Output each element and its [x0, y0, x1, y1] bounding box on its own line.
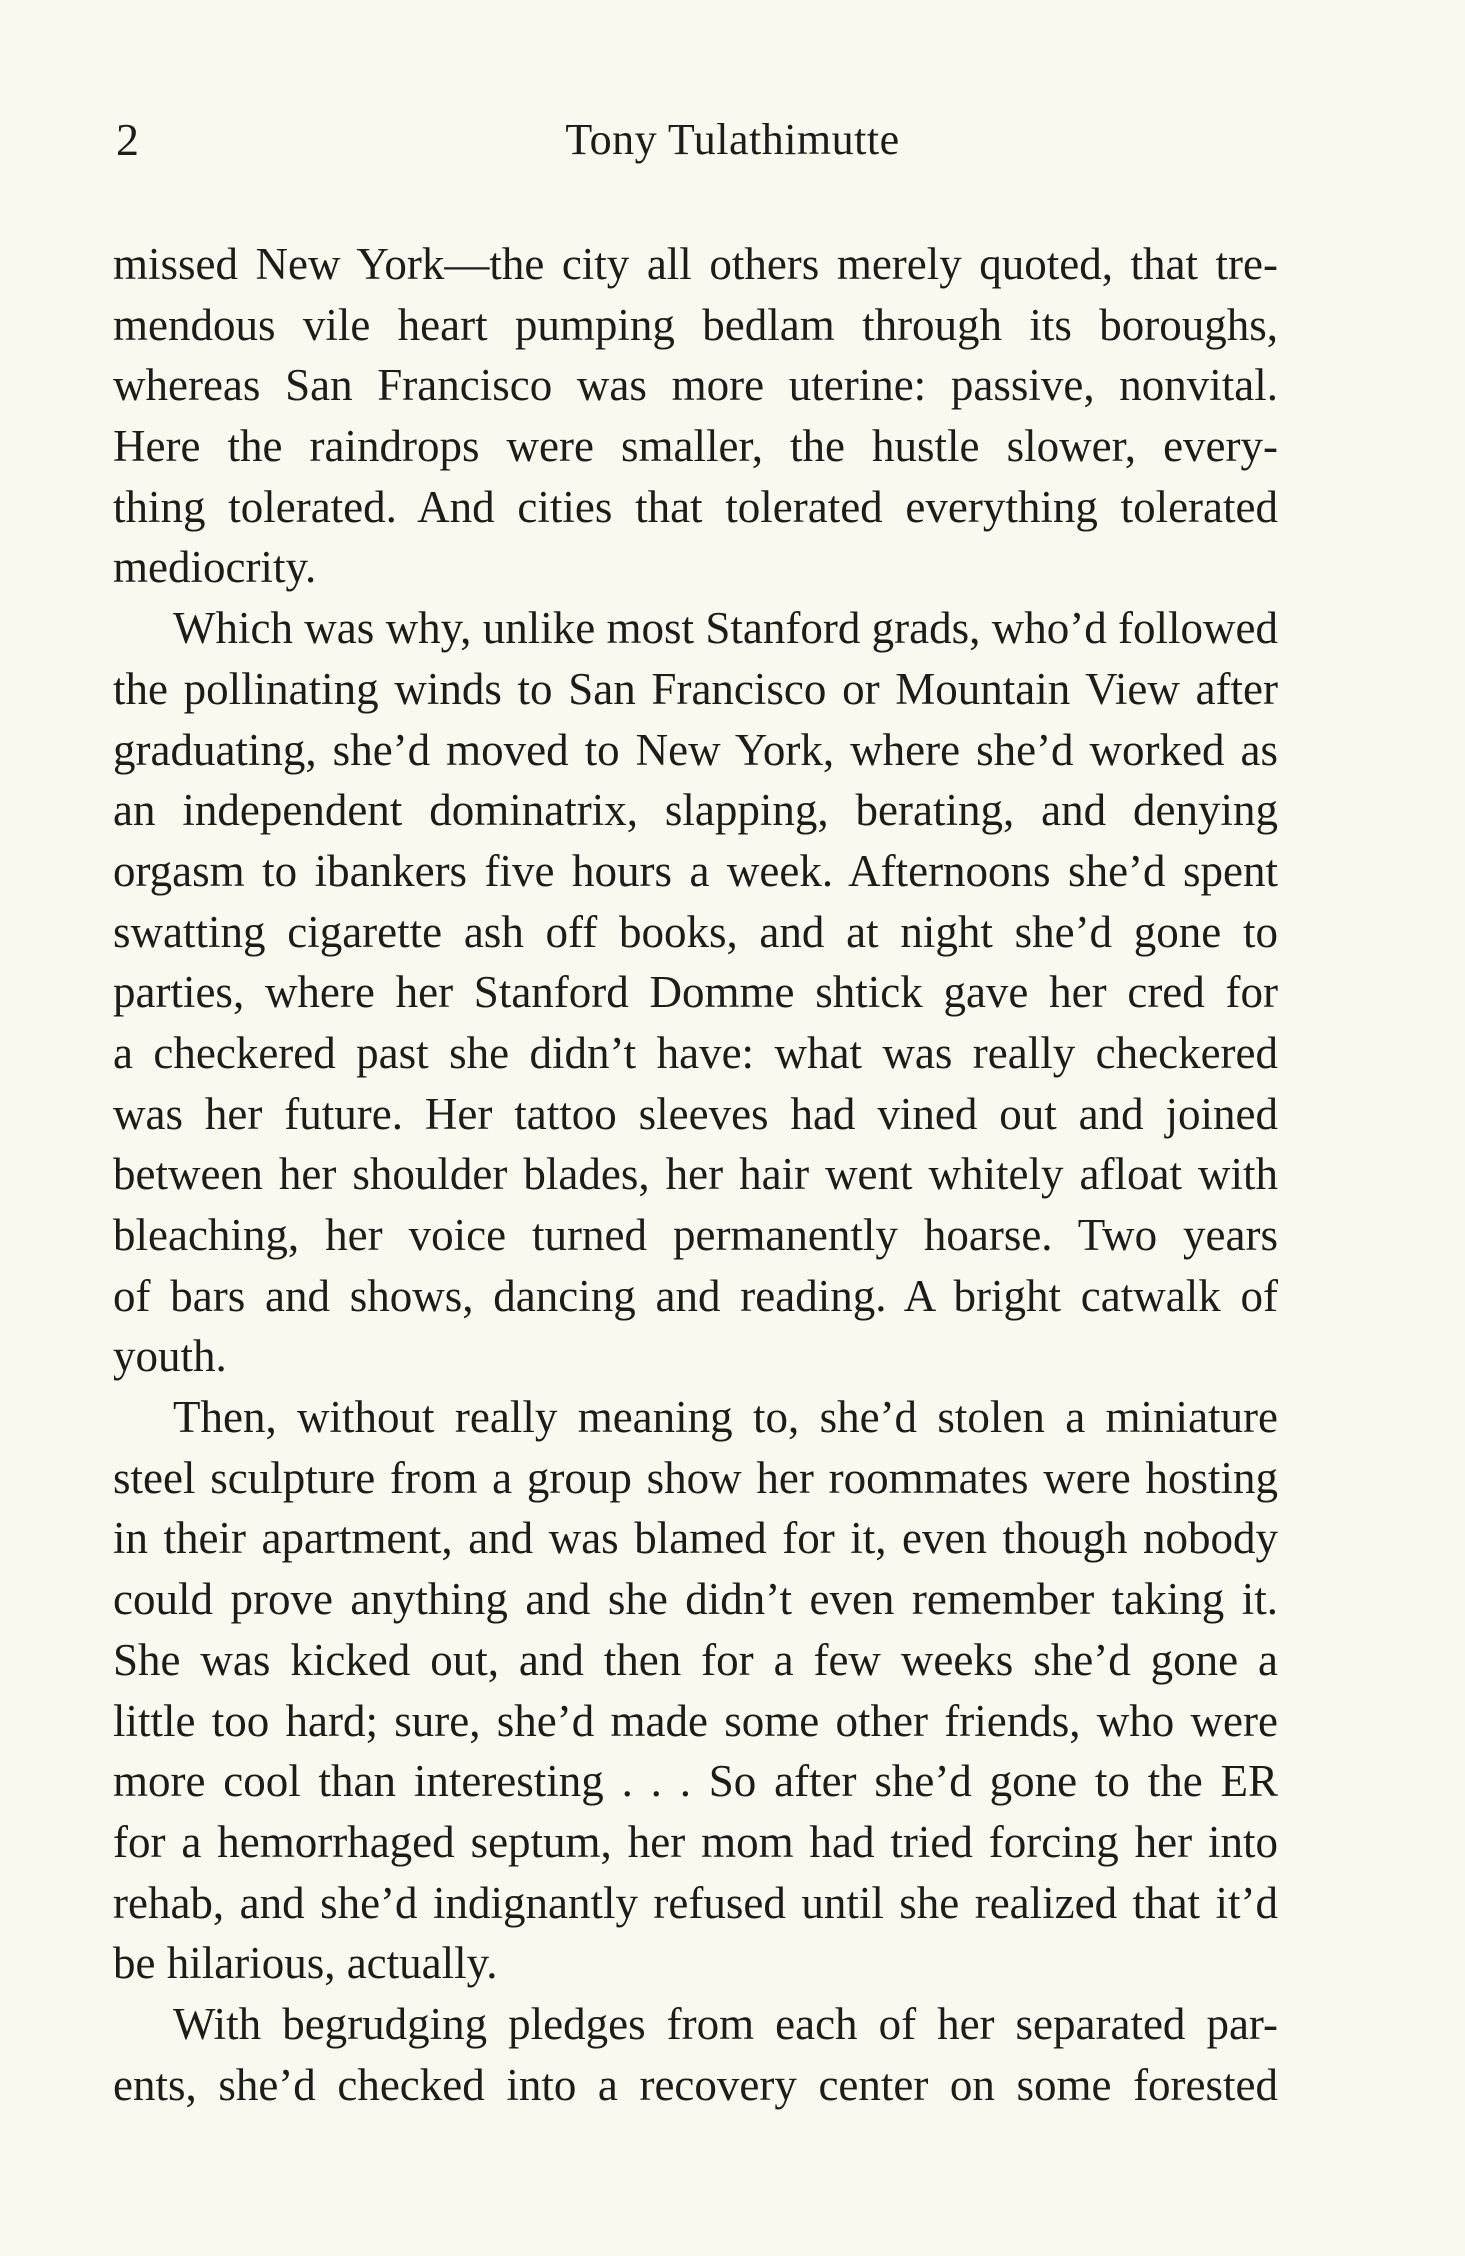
- text-line: Which was why, unlike most Stanford grads, who’d followed: [173, 603, 1278, 654]
- text-line: a checkered past she didn’t have: what was really checkered: [113, 1027, 1278, 1078]
- text-line: With begrudging pledges from each of her separated par-: [173, 1998, 1278, 2049]
- paragraph: [113, 598, 1278, 1387]
- text-line: youth.: [113, 1331, 227, 1382]
- text-line: thing tolerated. And cities that tolerated everything tolerated: [113, 481, 1278, 532]
- text-line: was her future. Her tattoo sleeves had vined out and joined: [113, 1088, 1278, 1139]
- text-line: little too hard; sure, she’d made some other friends, who were: [113, 1695, 1278, 1746]
- text-line: ents, she’d checked into a recovery center on some forested: [113, 2059, 1278, 2110]
- text-line: be hilarious, actually.: [113, 1938, 498, 1989]
- text-line: an independent dominatrix, slapping, berating, and denying: [113, 785, 1278, 836]
- text-line: Then, without really meaning to, she’d stolen a miniature: [173, 1392, 1278, 1443]
- text-line: parties, where her Stanford Domme shtick gave her cred for: [113, 967, 1278, 1018]
- text-line: mendous vile heart pumping bedlam through its boroughs,: [113, 299, 1278, 350]
- text-line: rehab, and she’d indignantly refused until she realized that it’d: [113, 1877, 1278, 1928]
- text-line: She was kicked out, and then for a few weeks she’d gone a: [113, 1634, 1278, 1685]
- text-line: could prove anything and she didn’t even remember taking it.: [113, 1574, 1278, 1625]
- text-line: mediocrity.: [113, 542, 317, 593]
- paragraph: [113, 1994, 1278, 2115]
- text-line: of bars and shows, dancing and reading. A bright catwalk of: [113, 1270, 1278, 1321]
- page-number: 2: [116, 114, 139, 165]
- paragraph: [113, 1387, 1278, 1994]
- text-line: between her shoulder blades, her hair went whitely afloat with: [113, 1149, 1278, 1200]
- text-line: the pollinating winds to San Francisco or Mountain View after: [113, 663, 1278, 714]
- text-line: steel sculpture from a group show her roommates were hosting: [113, 1452, 1278, 1503]
- text-line: bleaching, her voice turned permanently hoarse. Two years: [113, 1210, 1278, 1260]
- text-line: Here the raindrops were smaller, the hustle slower, every-: [113, 421, 1278, 472]
- text-line: graduating, she’d moved to New York, where she’d worked as: [113, 724, 1278, 775]
- text-line: in their apartment, and was blamed for it, even though nobody: [113, 1513, 1278, 1564]
- text-line: for a hemorrhaged septum, her mom had tried forcing her into: [113, 1816, 1278, 1867]
- text-line: missed New York—the city all others merely quoted, that tre-: [113, 239, 1278, 289]
- text-line: swatting cigarette ash off books, and at night she’d gone to: [113, 906, 1278, 957]
- text-line: orgasm to ibankers five hours a week. Afternoons she’d spent: [113, 845, 1278, 896]
- text-line: whereas San Francisco was more uterine: passive, nonvital.: [113, 360, 1278, 411]
- body-text: [113, 234, 1278, 2115]
- running-head: Tony Tulathimutte: [565, 115, 900, 164]
- text-line: more cool than interesting . . . So after she’d gone to the ER: [113, 1756, 1278, 1807]
- paragraph: [113, 234, 1278, 598]
